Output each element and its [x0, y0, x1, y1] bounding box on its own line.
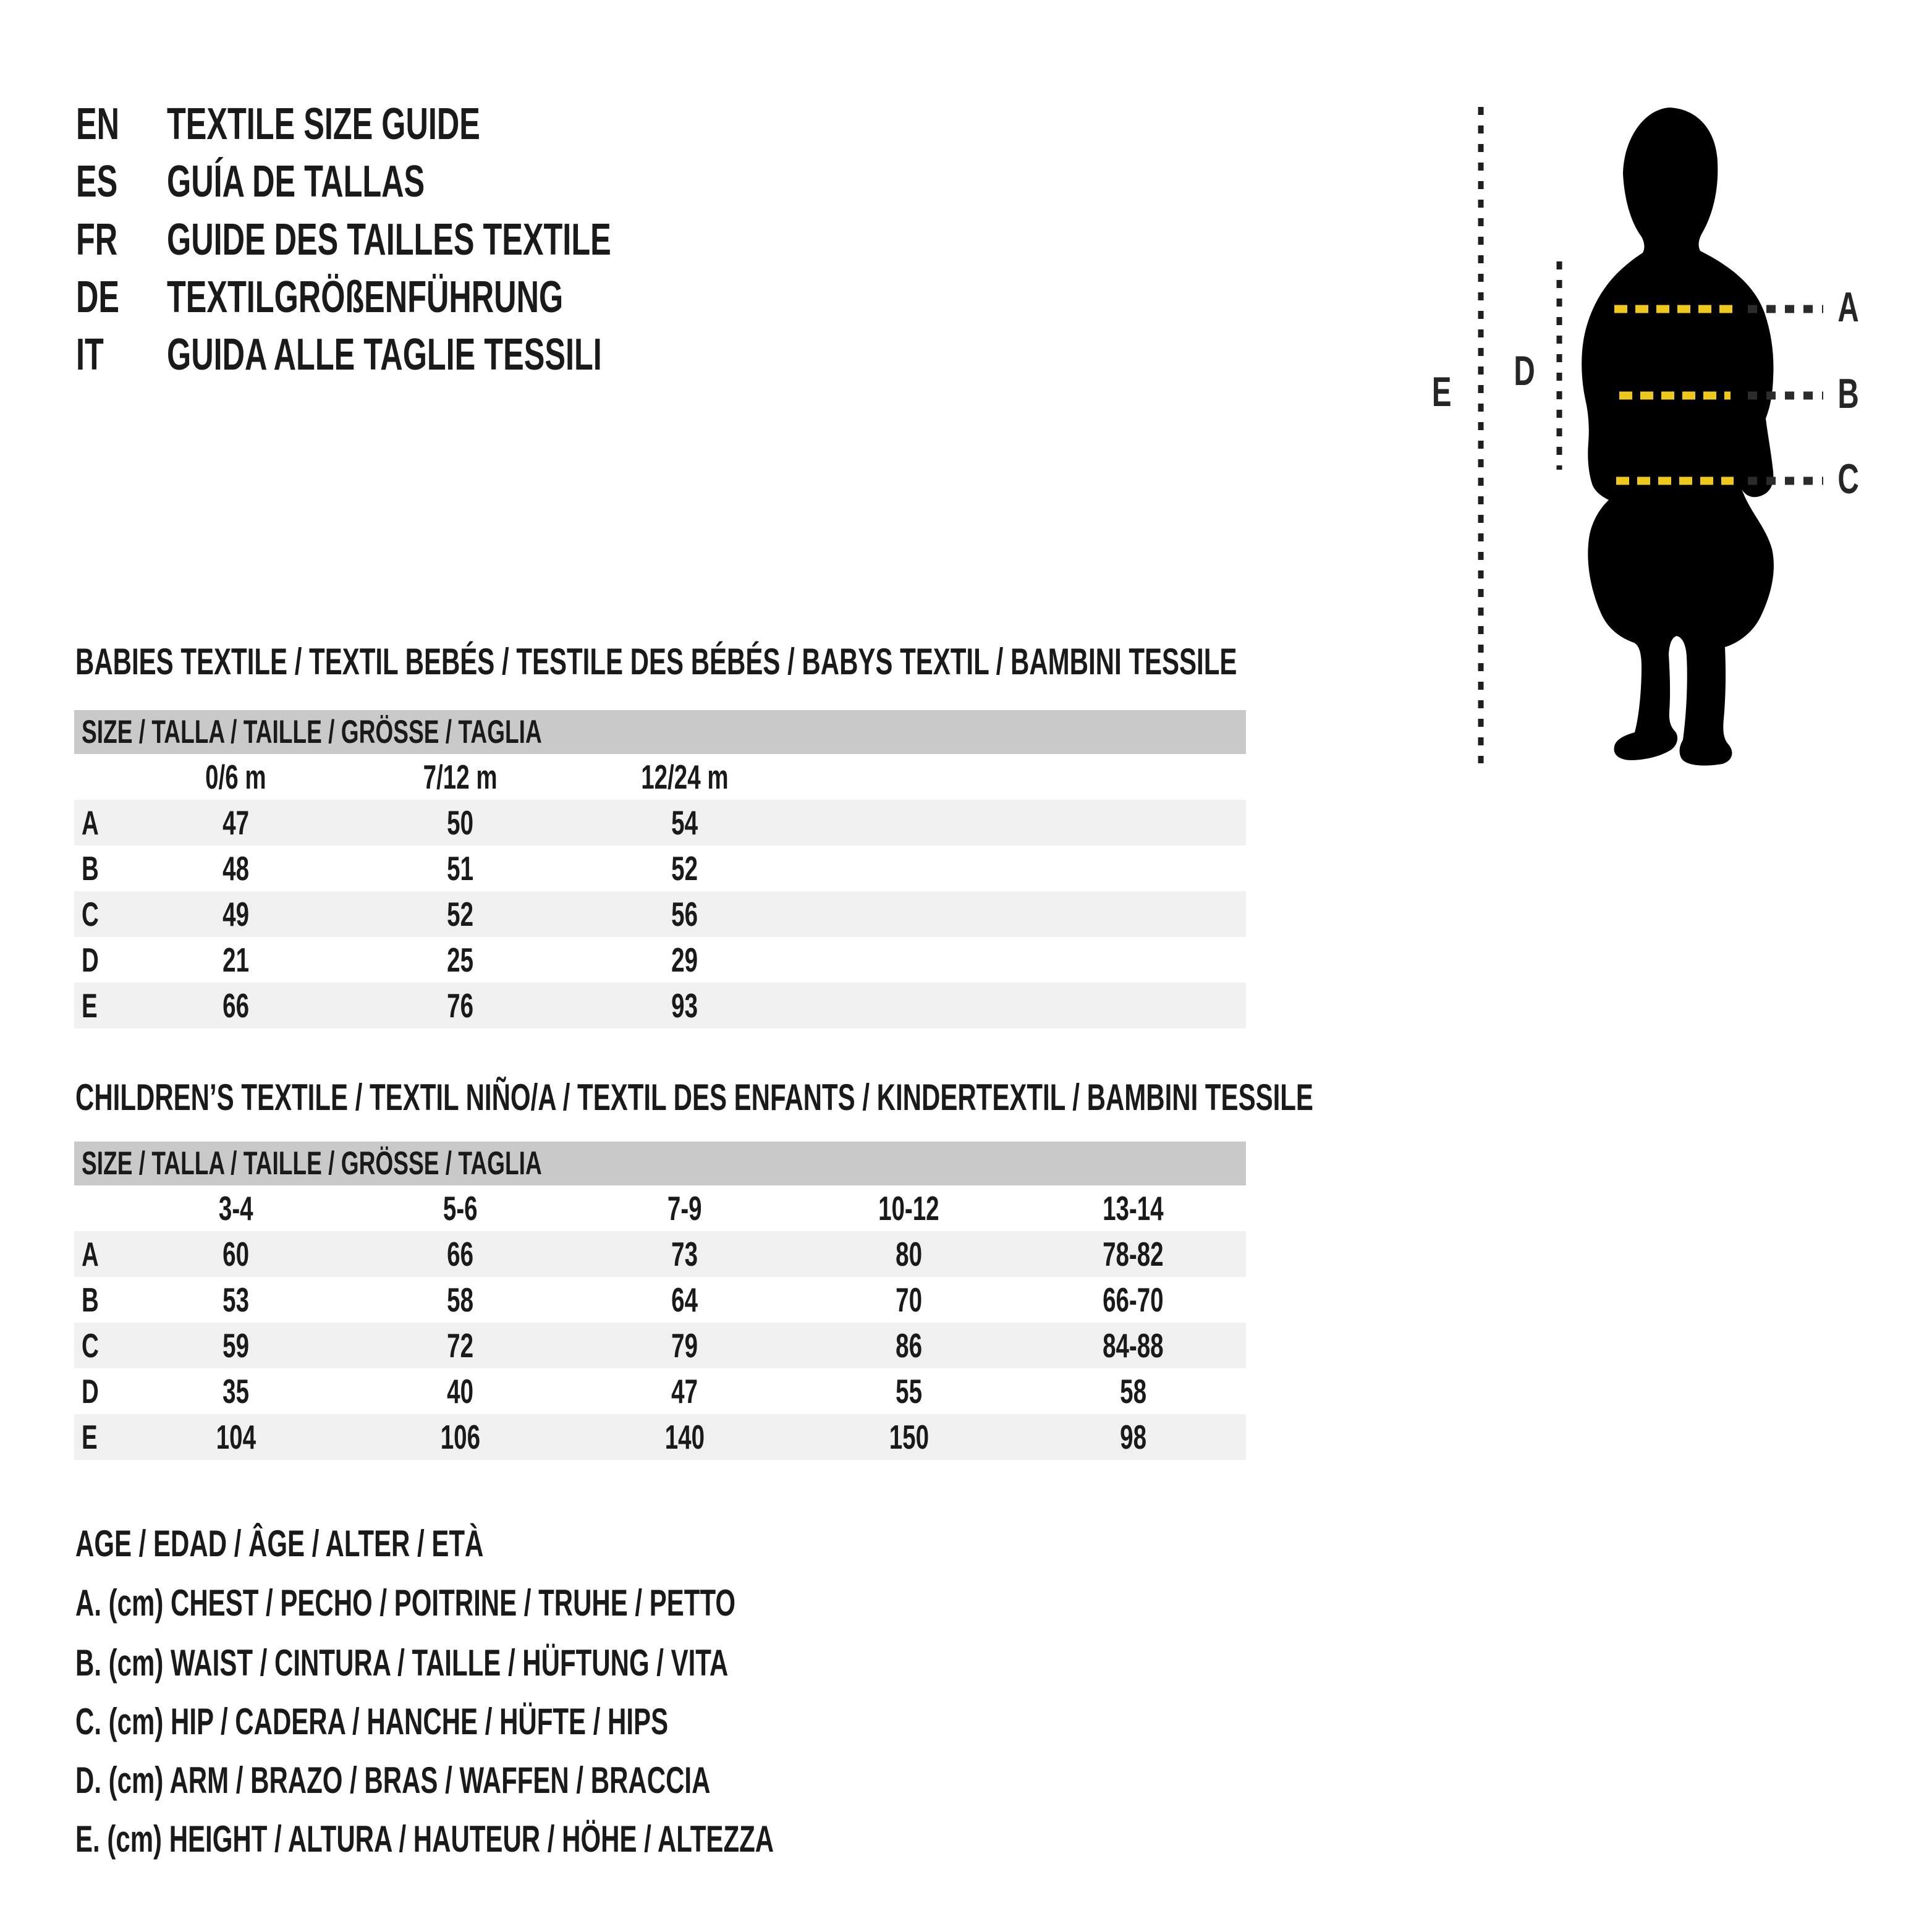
- babies-col-1: [124, 757, 348, 796]
- cell-value-text: 53: [222, 1280, 249, 1319]
- children-table: [74, 1142, 1246, 1460]
- lang-title-it: GUIDA ALLE TAGLIE TESSILI: [167, 330, 602, 379]
- cell-value: [124, 1326, 348, 1365]
- cell-value: [124, 1417, 348, 1456]
- children-size-header: SIZE / TALLA / TAILLE / GRÖSSE / TAGLIA: [82, 1145, 542, 1182]
- cell-value: [572, 1417, 797, 1456]
- table-row: [74, 937, 1246, 983]
- cell-value-text: 35: [222, 1371, 249, 1410]
- cell-value-text: 50: [447, 803, 473, 842]
- measurement-figure: [1409, 80, 1932, 797]
- babies-col-1-label: 0/6 m: [205, 757, 266, 796]
- child-silhouette: [1582, 108, 1774, 766]
- row-label-text: E: [82, 1417, 98, 1456]
- row-label-text: B: [82, 1280, 99, 1319]
- row-label: [74, 1280, 124, 1319]
- cell-value: [124, 1280, 348, 1319]
- row-label-text: E: [82, 986, 98, 1025]
- cell-value-text: 25: [447, 940, 473, 979]
- cell-value-text: 58: [1120, 1371, 1146, 1410]
- cell-value: [124, 986, 348, 1025]
- babies-table: [74, 710, 1246, 1028]
- cell-value: [572, 940, 797, 979]
- lang-code-en: EN: [76, 100, 120, 149]
- cell-value-text: 76: [447, 986, 473, 1025]
- cell-value-text: 59: [222, 1326, 249, 1365]
- children-col-1: [124, 1188, 348, 1227]
- cell-value: [797, 1371, 1021, 1410]
- cell-value-text: 66: [447, 1234, 473, 1273]
- lang-code-es: ES: [76, 157, 118, 206]
- cell-value: [572, 849, 797, 888]
- babies-size-header: SIZE / TALLA / TAILLE / GRÖSSE / TAGLIA: [82, 714, 542, 750]
- cell-value: [348, 803, 572, 842]
- cell-value-text: 93: [671, 986, 698, 1025]
- cell-value-text: 78-82: [1103, 1234, 1164, 1273]
- row-label-text: C: [82, 894, 99, 933]
- table-row: [74, 1414, 1246, 1460]
- cell-value-text: 106: [440, 1417, 480, 1456]
- cell-value-text: 60: [222, 1234, 249, 1273]
- babies-col-3: [572, 757, 797, 796]
- legend-line: C. (cm) HIP / CADERA / HANCHE / HÜFTE / HIPS: [75, 1701, 669, 1742]
- lang-title-en: TEXTILE SIZE GUIDE: [167, 100, 480, 149]
- legend-line: B. (cm) WAIST / CINTURA / TAILLE / HÜFTUNG / VITA: [75, 1642, 729, 1684]
- babies-size-header-bar: [74, 710, 1246, 754]
- cell-value: [348, 1326, 572, 1365]
- cell-value: [124, 803, 348, 842]
- table-row: [74, 1368, 1246, 1414]
- children-col-3: [572, 1188, 797, 1227]
- lang-title-de: TEXTILGRÖßENFÜHRUNG: [167, 273, 564, 322]
- table-row: [74, 1323, 1246, 1368]
- row-label: [74, 986, 124, 1025]
- cell-value-text: 51: [447, 849, 473, 888]
- cell-value-text: 73: [671, 1234, 698, 1273]
- cell-value: [797, 1234, 1021, 1273]
- cell-value: [124, 1371, 348, 1410]
- children-size-header-bar: [74, 1142, 1246, 1185]
- cell-value: [1021, 1371, 1245, 1410]
- cell-value: [572, 1280, 797, 1319]
- cell-value-text: 48: [222, 849, 249, 888]
- row-label: [74, 894, 124, 933]
- children-col-2: [348, 1188, 572, 1227]
- table-row: [74, 800, 1246, 845]
- cell-value: [348, 940, 572, 979]
- legend-line: AGE / EDAD / ÂGE / ALTER / ETÀ: [75, 1523, 484, 1564]
- cell-value-text: 54: [671, 803, 698, 842]
- cell-value-text: 104: [216, 1417, 256, 1456]
- children-col-4-label: 10-12: [878, 1188, 939, 1227]
- legend-line: E. (cm) HEIGHT / ALTURA / HAUTEUR / HÖHE / ALTEZZA: [75, 1818, 774, 1860]
- children-section-title: CHILDREN’S TEXTILE / TEXTIL NIÑO/A / TEXTIL DES ENFANTS / KINDERTEXTIL / BAMBINI TESSILE: [75, 1077, 1313, 1118]
- lang-title-es: GUÍA DE TALLAS: [167, 157, 425, 206]
- table-row: [74, 845, 1246, 891]
- figure-label-e: E: [1431, 368, 1452, 415]
- cell-value-text: 66-70: [1103, 1280, 1164, 1319]
- cell-value: [348, 986, 572, 1025]
- row-label: [74, 1234, 124, 1273]
- cell-value-text: 140: [664, 1417, 705, 1456]
- row-label-text: A: [82, 803, 99, 842]
- cell-value-text: 84-88: [1103, 1326, 1164, 1365]
- cell-value: [1021, 1417, 1245, 1456]
- children-column-header-row: [74, 1185, 1246, 1231]
- cell-value-text: 21: [222, 940, 249, 979]
- babies-col-2-label: 7/12 m: [423, 757, 498, 796]
- cell-value-text: 98: [1120, 1417, 1146, 1456]
- cell-value-text: 55: [896, 1371, 922, 1410]
- figure-label-c: C: [1837, 455, 1859, 502]
- cell-value-text: 79: [671, 1326, 698, 1365]
- cell-value: [348, 1417, 572, 1456]
- cell-value-text: 86: [896, 1326, 922, 1365]
- cell-value: [572, 803, 797, 842]
- cell-value: [124, 940, 348, 979]
- cell-value: [572, 986, 797, 1025]
- cell-value: [124, 894, 348, 933]
- cell-value-text: 72: [447, 1326, 473, 1365]
- children-col-5-label: 13-14: [1103, 1188, 1164, 1227]
- cell-value-text: 70: [896, 1280, 922, 1319]
- cell-value: [1021, 1280, 1245, 1319]
- children-col-3-label: 7-9: [667, 1188, 702, 1227]
- cell-value: [572, 1371, 797, 1410]
- row-label-text: B: [82, 849, 99, 888]
- cell-value-text: 47: [671, 1371, 698, 1410]
- cell-value: [1021, 1326, 1245, 1365]
- cell-value-text: 40: [447, 1371, 473, 1410]
- babies-col-2: [348, 757, 572, 796]
- cell-value: [572, 1326, 797, 1365]
- row-label-text: D: [82, 940, 99, 979]
- lang-title-fr: GUIDE DES TAILLES TEXTILE: [167, 215, 611, 265]
- cell-value-text: 52: [447, 894, 473, 933]
- cell-value-text: 56: [671, 894, 698, 933]
- children-col-1-label: 3-4: [218, 1188, 253, 1227]
- lang-code-fr: FR: [76, 215, 118, 265]
- cell-value: [797, 1417, 1021, 1456]
- lang-code-de: DE: [76, 273, 120, 322]
- children-col-2-label: 5-6: [443, 1188, 478, 1227]
- babies-section-title: BABIES TEXTILE / TEXTIL BEBÉS / TESTILE DES BÉBÉS / BABYS TEXTIL / BAMBINI TESSILE: [75, 641, 1237, 682]
- cell-value-text: 49: [222, 894, 249, 933]
- cell-value-text: 29: [671, 940, 698, 979]
- row-label: [74, 803, 124, 842]
- cell-value-text: 66: [222, 986, 249, 1025]
- babies-column-header-row: [74, 754, 1246, 800]
- cell-value-text: 52: [671, 849, 698, 888]
- figure-label-b: B: [1837, 370, 1859, 417]
- children-col-4: [797, 1188, 1021, 1227]
- cell-value-text: 80: [896, 1234, 922, 1273]
- row-label-text: A: [82, 1234, 99, 1273]
- children-col-5: [1021, 1188, 1245, 1227]
- table-row: [74, 983, 1246, 1028]
- row-label-text: C: [82, 1326, 99, 1365]
- cell-value: [797, 1280, 1021, 1319]
- cell-value: [572, 1234, 797, 1273]
- table-row: [74, 1231, 1246, 1277]
- babies-col-3-label: 12/24 m: [640, 757, 729, 796]
- lang-code-it: IT: [76, 330, 104, 379]
- cell-value-text: 47: [222, 803, 249, 842]
- cell-value: [348, 894, 572, 933]
- cell-value-text: 58: [447, 1280, 473, 1319]
- row-label: [74, 940, 124, 979]
- cell-value-text: 150: [889, 1417, 929, 1456]
- row-label: [74, 1417, 124, 1456]
- cell-value: [348, 849, 572, 888]
- cell-value-text: 64: [671, 1280, 698, 1319]
- row-label: [74, 1371, 124, 1410]
- figure-label-a: A: [1837, 284, 1859, 331]
- table-row: [74, 1277, 1246, 1323]
- cell-value: [572, 894, 797, 933]
- legend-line: D. (cm) ARM / BRAZO / BRAS / WAFFEN / BRACCIA: [75, 1760, 711, 1801]
- cell-value: [1021, 1234, 1245, 1273]
- cell-value: [348, 1280, 572, 1319]
- cell-value: [348, 1234, 572, 1273]
- cell-value: [348, 1371, 572, 1410]
- figure-label-d: D: [1514, 347, 1535, 394]
- legend-line: A. (cm) CHEST / PECHO / POITRINE / TRUHE / PETTO: [75, 1582, 736, 1624]
- cell-value: [797, 1326, 1021, 1365]
- table-row: [74, 891, 1246, 937]
- row-label: [74, 1326, 124, 1365]
- cell-value: [124, 849, 348, 888]
- row-label-text: D: [82, 1371, 99, 1410]
- row-label: [74, 849, 124, 888]
- cell-value: [124, 1234, 348, 1273]
